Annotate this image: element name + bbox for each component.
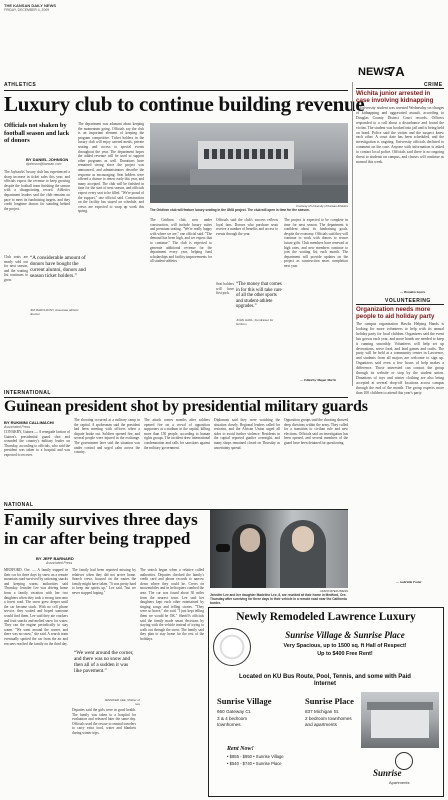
ad-building-roof	[367, 702, 433, 710]
volunteering-sign-off: — Gabrielle Foster	[396, 580, 422, 584]
athletics-pull-quote: “A considerable amount of donors have bought the current alumni, donors and season ticket holders.”	[30, 255, 86, 279]
volunteering-section-label: VOLUNTEERING	[385, 298, 431, 304]
national-body-col2a: The family had been reported missing by relatives when they did not arrive home. Search crews focused on the routes the family might have taken. "It was pretty hard to keep our spirits up," Lee said, "but we never stopped hoping."	[72, 568, 136, 595]
crime-body: A University student was arrested Wednesday on charges of kidnapping and aggravated assault, according to Douglas County District Court records. Officers responded to a call about a disturbance and found the victim. The student was booked into jail and is being held on bond. Police said the victim and the suspect knew each other. A court date has been scheduled, and the investigation is ongoing. University officials declined to comment on the case. Anyone with information is asked to contact local police. Officials said there is no ongoing threat to students on campus, and classes will continue as normal this week.	[356, 106, 444, 164]
athletics-body-col4b: Seat holders will have first pick.	[216, 282, 234, 296]
volunteering-headline: Organization needs more people to aid holiday party	[356, 306, 435, 321]
athletics-body-col1b: Club seats are nearly sold out for next season, and the waiting list continues to grow.	[4, 255, 28, 282]
national-byline: BY JEFF BARNARD	[36, 556, 74, 561]
athletics-body-col3: The Gridiron club, now under construction, will include luxury suites and premium seating. "We're really happy with where we are," one official said. "The demand has been high, and we expect that to continue." The club is expected to generate additional revenue for the department every year, helping fund scholarships and facility improvements for all student-athletes.	[150, 218, 212, 264]
athletics-body-col1a: The Jayhawks' luxury club has experienced a sharp increase in ticket sales this year, and officials expect the revenue to keep growing despite the football team finishing the season with a disappointing record. Athletics department leaders said the club remains on pace to meet its fundraising targets, and they credit longtime donors for standing behind the project.	[4, 170, 70, 211]
ad-box	[208, 607, 444, 797]
ad-sun-icon	[213, 628, 251, 666]
athletics-pull-attr: JIM MARCHIONY, Associate athletic director	[30, 308, 79, 316]
international-body-col3: The attack comes months after soldiers opened fire on a crowd of opposition supporters at a stadium in the capital, killing more than 150 people, according to human rights groups. The incident drew international condemnation and calls for sanctions against the military government.	[144, 418, 210, 450]
ad-right-addr: 837 Michigan St.	[305, 709, 340, 714]
crime-headline: Wichita junior arrested in case involving kidnapping	[356, 90, 434, 105]
international-body-col2: The shooting occurred at a military camp in the capital. A spokesman said the president had been meeting with officers when a dispute broke out. Soldiers opened fire, and several people were injured in the exchange. The government later said the situation was under control and urged calm across the country.	[74, 418, 140, 455]
athletics-body-col5: The project is expected to be complete in time for next season. The department is confident about its fundraising goals, despite the economy. Officials said they will continue to work with donors to secure future gifts. Club members have renewed at high rates, and new members continue to join the waiting list each month. The department will provide updates on the project as construction nears completion next year.	[284, 218, 348, 268]
ad-left-beds: 3 & 4 bedroom townhomes	[217, 716, 248, 727]
athletics-byline-email: djohnson@kansan.com	[26, 162, 62, 166]
national-pull-attr: JENNIFER LEE, Mother of two	[104, 698, 140, 706]
ad-offer: Very Spacious, up to 1500 sq. ft Hall of Respect!	[283, 643, 407, 649]
national-headline-line1: Family survives three days	[4, 510, 198, 529]
photo-person-left-face	[240, 528, 260, 552]
right-column-divider	[352, 82, 353, 386]
athletics-photo-credit: Courtesy of University of Kansas Athletics	[296, 204, 348, 208]
international-section-label: INTERNATIONAL	[4, 390, 51, 396]
national-body-col3: The search began when a relative called authorities. Deputies checked the family's credit card and phone records to narrow down where they could be. Crews on snowmobiles and in helicopters combed the area. The car was found about 30 miles from the nearest town. Lee said her daughters kept each other entertained by singing songs and telling stories. "They were so brave," she said. "I just kept telling them we would be OK." Sheriff's officials said the family made smart decisions by staying with the vehicle instead of trying to walk out through the snow. The family said they plan to stay home for the rest of the holidays.	[140, 568, 204, 641]
ad-photo	[361, 692, 439, 748]
crime-sign-off: — Brandon Sayers	[400, 290, 426, 294]
photo-person-right-face	[292, 526, 314, 552]
ad-right-beds: 2 bedroom townhomes and apartments	[305, 716, 352, 727]
crime-section-label: CRIME	[424, 82, 443, 88]
athletics-body-col4: Officials said the club's success reflects loyal fans. Donors who purchase seats receive a number of benefits and access to events through the year.	[216, 218, 278, 236]
athletics-quote2: “The money that comes in for this will take care of all the other sports and student-athlete upgrades.”	[236, 282, 282, 310]
national-byline-org: Associated Press	[46, 561, 73, 565]
page-number: 7A	[388, 64, 405, 79]
stadium-field	[150, 185, 348, 203]
section-word: NEWS	[358, 66, 391, 78]
ad-left-addr: 660 Gateway Ct.	[217, 709, 252, 714]
stadium-windows	[204, 149, 288, 159]
international-byline-org: Associated Press	[4, 425, 31, 429]
ad-building	[371, 708, 429, 738]
athletics-sign-off: — Edited by Megan Morris	[300, 378, 337, 382]
date-line: FRIDAY, DECEMBER 4, 2009	[4, 8, 50, 12]
athletics-section-label: ATHLETICS	[4, 82, 37, 88]
international-body-col5: Opposition groups said the shooting showed deep divisions within the army. They called for a transition to civilian rule and new elections. Officials said an investigation has been opened, and several members of the guard have been detained for questioning.	[284, 418, 348, 445]
national-section-label: NATIONAL	[4, 502, 34, 508]
ad-phone2: • $540 - $740 • Sunrise Place	[227, 761, 282, 766]
international-body-col4: Diplomats said they were watching the situation closely. Regional leaders called for restraint, and the African Union urged all sides to avoid further violence. Residents in the capital reported gunfire overnight, and many shops remained closed on Thursday as uncertainty spread.	[214, 418, 280, 450]
ad-phone: • $855 - $950 • Sunrise Village	[227, 754, 284, 759]
athletics-body-col2: The department was adamant about keeping the momentum going. Officials say the club is an important element of keeping the program competitive. Ticket holders in the luxury club will enjoy catered meals, private seating and access to special events throughout the year. The department hopes the added revenue will be used to support other programs as well. Donations have remained strong since the project was announced, and administrators describe the response as encouraging. Seat holders were offered a chance to renew early this year, and many accepted. The club will be finished in time for the start of next season, and officials expect every seat to be filled. "We're proud of the support," one official said. Construction on the facility has stayed on schedule, and crews are expected to wrap up work this spring.	[78, 122, 144, 214]
athletics-headline: Luxury club to continue building revenue	[4, 92, 365, 116]
international-body-col1: CONAKRY, Guinea — A renegade faction of Guinea's presidential guard shot and wounded the country's military leader on Thursday, according to officials, who said the president was taken to a hospital and was expected to recover.	[4, 430, 70, 457]
national-photo-credit: ASSOCIATED PRESS	[319, 589, 348, 593]
athletics-teaser: Officials not shaken by football season and lack of donors	[4, 122, 70, 145]
international-byline: BY RUKMINI CALLIMACHI	[4, 420, 54, 425]
ad-logo-text: Sunrise	[373, 768, 402, 778]
stadium-lower	[190, 169, 302, 185]
ad-left-name: Sunrise Village	[217, 696, 272, 706]
national-body-col1: MEDFORD, Ore. — A family trapped in their car for three days by snow on a remote mountain road survived by rationing snacks and keeping warm, authorities said Thursday. Jennifer Lee was driving home from a family vacation with her two daughters when they took a wrong turn onto a forest road. The snow grew deeper until the car became stuck. With no cell phone service, they waited and hoped someone would find them. Lee said they ate crackers and fruit snacks and melted snow for water. They ran the engine periodically to stay warm. "We went around the corner, and there was no snow," she said. A search team eventually spotted the car from the air and rescuers reached the family on the third day.	[4, 568, 68, 646]
international-headline: Guinean president shot by presidential military guards	[4, 398, 368, 415]
athletics-photo	[150, 123, 348, 203]
volunteering-body: The campus organization Hawks Helping Hands is looking for more volunteers to help with its annual holiday party for local children. Organizers said the event has grown each year, and more hands are needed to keep it running smoothly. Volunteers will help set up decorations, serve food, and lead games and crafts. The party will be held at a community center in Lawrence, and students from all majors are welcome to sign up. Organizers said even a few hours of help makes a difference. Those interested can contact the group through its website or stop by the student union. Donations of toys and winter clothing are also being accepted at several drop-off locations across campus through the end of the month. The group expects more than 100 children to attend this year's party.	[356, 322, 444, 395]
national-pull-quote: “We went around the corner, and there was no snow and then all of a sudden it was like pavement.”	[74, 650, 134, 674]
volunteering-rule	[356, 304, 444, 305]
ad-brand-line: Sunrise Village & Sunrise Place	[285, 630, 405, 640]
athletics-quote2-attr: JOHN HADL, Fundraiser for Gridiron	[236, 318, 274, 326]
national-photo-caption: Jennifer Lee and her daughter Madeline Lee, 8, are reunited at their home in Medford, Ore. Thursday after surviving for three days in their vehicle in a remote road near the California border.	[210, 593, 347, 605]
national-body-col2b: Deputies said the girls were in good health. The family was taken to a hospital for evaluation and released later the same day. Officials used the rescue to remind travelers to carry extra food, water and blankets during winter trips.	[72, 708, 136, 735]
national-photo	[210, 510, 348, 588]
national-headline-line2: in car after being trapped	[4, 529, 191, 548]
athletics-rule	[4, 90, 348, 91]
ad-location: Located on KU Bus Route, Pool, Tennis, and some with Paid Internet	[239, 674, 411, 688]
photo-microphone	[216, 544, 230, 552]
ad-headline: Newly Remodeled Lawrence Luxury	[236, 611, 416, 623]
ad-offer2: Up to $400 Free Rent!	[317, 651, 373, 657]
paper-name: THE KANSAN DAILY NEWS	[4, 3, 57, 8]
ad-right-name: Sunrise Place	[305, 696, 354, 706]
athletics-photo-caption: The Gridiron club will feature luxury seating in the UMU project. The club will open in time for the season.	[150, 208, 310, 212]
crime-rule	[356, 88, 444, 89]
ad-logo-sub: Apartments	[389, 780, 410, 785]
athletics-byline: BY DANIEL JOHNSON	[26, 157, 69, 162]
ad-rent-now[interactable]: Rent Now!	[227, 746, 254, 752]
